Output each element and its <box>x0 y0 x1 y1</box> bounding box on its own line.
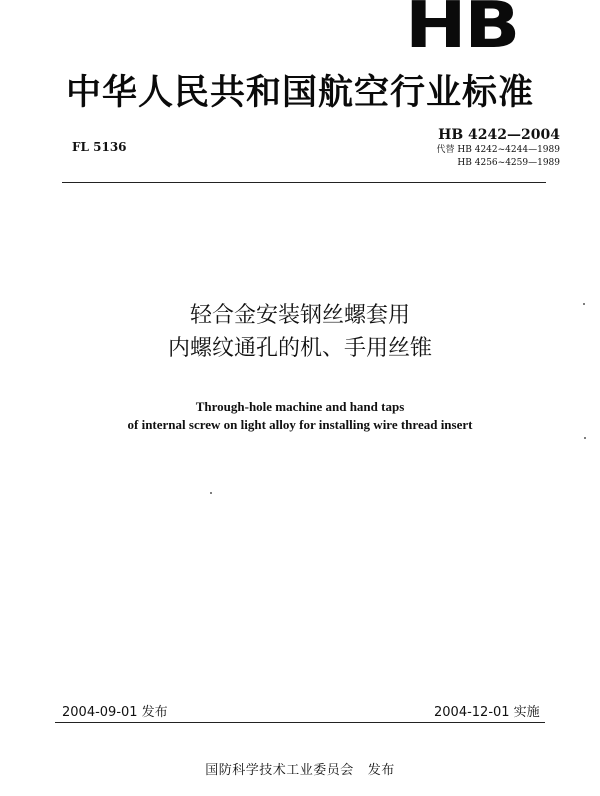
publisher-name: 国防科学技术工业委员会 <box>205 763 354 778</box>
org-title: 中华人民共和国航空行业标准 <box>65 73 534 113</box>
publisher-line <box>0 759 600 778</box>
scan-speck <box>584 437 586 439</box>
header-divider <box>62 182 546 183</box>
title-zh-line-2: 内螺纹通孔的机、手用丝锥 <box>167 336 432 361</box>
standard-number: HB 4242—2004 <box>438 127 560 143</box>
classification-code: FL 5136 <box>72 140 127 154</box>
issue-date: 2004-09-01 发布 <box>62 705 168 720</box>
replaces-line-2: HB 4256~4259—1989 <box>457 158 560 168</box>
implementation-date: 2004-12-01 实施 <box>434 705 540 720</box>
hb-logo: HB <box>405 0 519 52</box>
title-en-line-1: Through-hole machine and hand taps <box>195 399 405 414</box>
scan-speck <box>583 303 585 305</box>
publish-word: 发布 <box>367 763 395 778</box>
title-zh-line-1: 轻合金安装钢丝螺套用 <box>189 303 410 328</box>
replaces-line-1: 代替 HB 4242~4244—1989 <box>436 145 560 155</box>
title-en-line-2: of internal screw on light alloy for installing wire thread insert <box>127 417 473 432</box>
footer-divider <box>55 722 545 723</box>
standard-number-block <box>400 126 560 170</box>
scan-speck <box>210 492 212 494</box>
